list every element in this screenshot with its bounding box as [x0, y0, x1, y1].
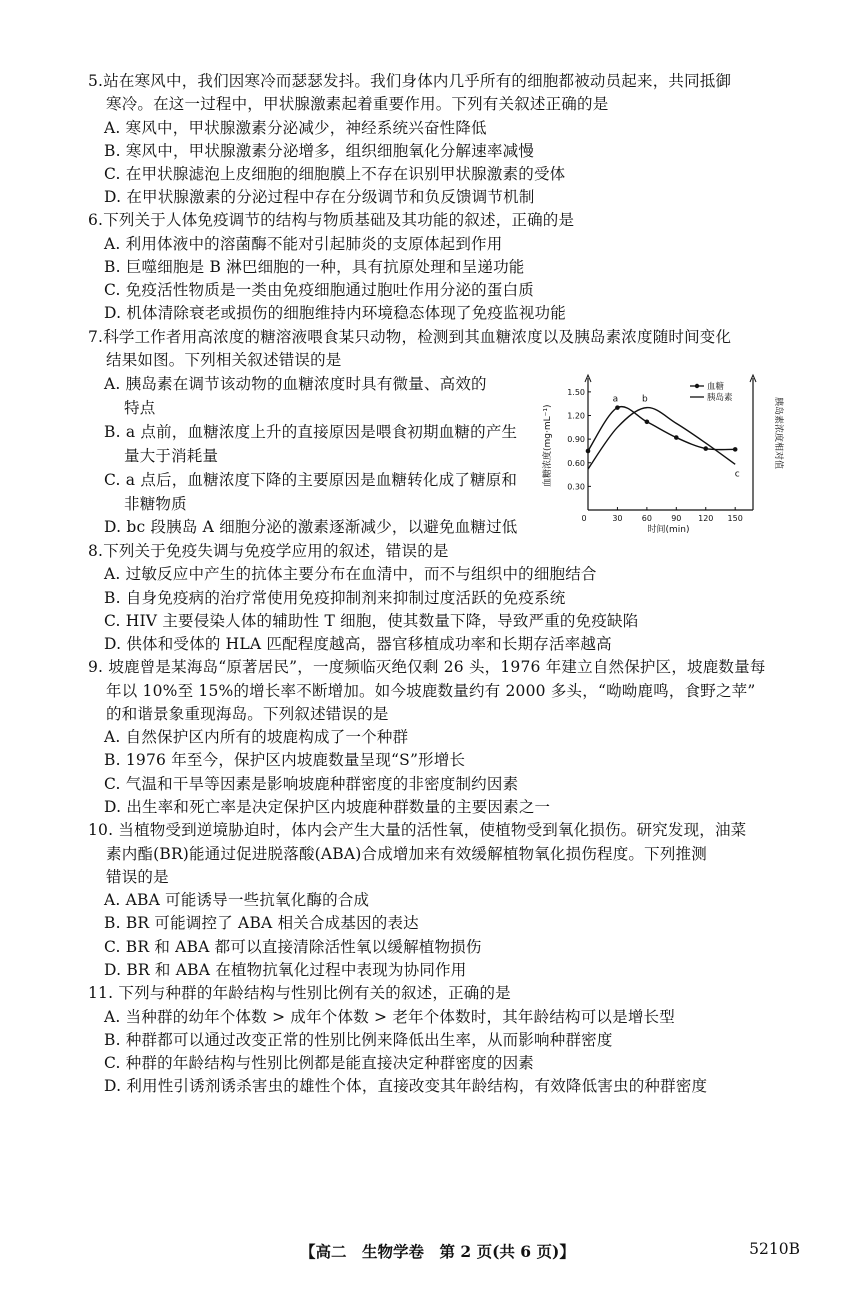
q9-stem-1: 9. 坡鹿曾是某海岛“原著居民”，一度频临灭绝仅剩 26 头，1976 年建立自然保护区，坡鹿数量每 — [88, 658, 766, 676]
exam-code: 5210B — [749, 1240, 800, 1258]
x-tick-label: 150 — [727, 514, 743, 523]
q11-option-d: D. 利用性引诱剂诱杀害虫的雄性个体，直接改变其年龄结构，有效降低害虫的种群密度 — [104, 1077, 708, 1095]
q11-stem: 11. 下列与种群的年龄结构与性别比例有关的叙述，正确的是 — [88, 984, 511, 1002]
q7-stem-2: 结果如图。下列相关叙述错误的是 — [106, 351, 342, 369]
q7-option-b: B. a 点前，血糖浓度上升的直接原因是喂食初期血糖的产生 — [104, 423, 518, 441]
x-tick-label: 30 — [612, 514, 623, 523]
q10-option-d: D. BR 和 ABA 在植物抗氧化过程中表现为协同作用 — [104, 961, 467, 979]
q5-option-a: A. 寒风中，甲状腺激素分泌减少，神经系统兴奋性降低 — [104, 119, 487, 137]
q8-stem: 8.下列关于免疫失调与免疫学应用的叙述，错误的是 — [88, 542, 449, 560]
y2-axis-label: 胰岛素浓度相对值 — [773, 397, 783, 470]
q7-option-a: A. 胰岛素在调节该动物的血糖浓度时具有微量、高效的 — [104, 375, 487, 393]
y-tick-label: 1.50 — [567, 387, 585, 397]
y-tick-label: 0.60 — [567, 458, 585, 468]
legend-label: 血糖 — [707, 382, 725, 392]
q11-option-a: A. 当种群的幼年个体数 > 成年个体数 > 老年个体数时，其年龄结构可以是增长型 — [104, 1008, 675, 1026]
q5-stem-1: 5.站在寒风中，我们因寒冷而瑟瑟发抖。我们身体内几乎所有的细胞都被动员起来，共同抵御 — [88, 72, 732, 90]
legend-label: 胰岛素 — [707, 393, 733, 403]
q9-option-d: D. 出生率和死亡率是决定保护区内坡鹿种群数量的主要因素之一 — [104, 798, 551, 816]
q6-stem: 6.下列关于人体免疫调节的结构与物质基础及其功能的叙述，正确的是 — [88, 211, 575, 229]
q5-option-b: B. 寒风中，甲状腺激素分泌增多，组织细胞氧化分解速率减慢 — [104, 142, 535, 160]
q7-option-c: C. a 点后，血糖浓度下降的主要原因是血糖转化成了糖原和 — [104, 471, 518, 489]
q9-stem-3: 的和谐景象重现海岛。下列叙述错误的是 — [106, 705, 389, 723]
series-line-insulin — [588, 408, 735, 469]
q8-option-c: C. HIV 主要侵染人体的辅助性 T 细胞，使其数量下降，导致严重的免疫缺陷 — [104, 612, 639, 630]
x-tick-label: 90 — [671, 514, 682, 523]
q5-option-d: D. 在甲状腺激素的分泌过程中存在分级调节和负反馈调节机制 — [104, 188, 535, 206]
glucose-point — [703, 446, 708, 451]
q8-option-d: D. 供体和受体的 HLA 匹配程度越高，器官移植成功率和长期存活率越高 — [104, 635, 612, 653]
y-axis-label: 血糖浓度(mg·mL⁻¹) — [543, 404, 553, 487]
q8-option-a: A. 过敏反应中产生的抗体主要分布在血清中，而不与组织中的细胞结合 — [104, 565, 597, 583]
glucose-point — [674, 435, 679, 440]
q10-stem-3: 错误的是 — [106, 868, 169, 886]
q8-option-b: B. 自身免疫病的治疗常使用免疫抑制剂来抑制过度活跃的免疫系统 — [104, 589, 566, 607]
q10-option-b: B. BR 可能调控了 ABA 相关合成基因的表达 — [104, 914, 419, 932]
q6-option-c: C. 免疫活性物质是一类由免疫细胞通过胞吐作用分泌的蛋白质 — [104, 281, 534, 299]
x-tick-label: 0 — [581, 514, 587, 523]
q11-option-b: B. 种群都可以通过改变正常的性别比例来降低出生率，从而影响种群密度 — [104, 1031, 613, 1049]
x-axis-label: 时间(min) — [647, 525, 690, 535]
q9-option-c: C. 气温和干旱等因素是影响坡鹿种群密度的非密度制约因素 — [104, 775, 519, 793]
y-tick-label: 1.20 — [567, 411, 585, 421]
glucose-point — [615, 405, 620, 410]
annotation-b: b — [642, 394, 648, 405]
q9-stem-2: 年以 10%至 15%的增长率不断增加。如今坡鹿数量约有 2000 多头，“呦呦鹿鸣，食野之苹” — [106, 682, 756, 700]
q7-stem-1: 7.科学工作者用高浓度的糖溶液喂食某只动物，检测到其血糖浓度以及胰岛素浓度随时间变化 — [88, 328, 732, 346]
q6-option-b: B. 巨噬细胞是 B 淋巴细胞的一种，具有抗原处理和呈递功能 — [104, 258, 525, 276]
q7-option-a-cont: 特点 — [124, 399, 156, 417]
q7-option-d: D. bc 段胰岛 A 细胞分泌的激素逐渐减少，以避免血糖过低 — [104, 518, 518, 536]
blood-glucose-insulin-chart — [540, 372, 785, 537]
q10-stem-2: 素内酯(BR)能通过促进脱落酸(ABA)合成增加来有效缓解植物氧化损伤程度。下列推测 — [106, 845, 707, 863]
q10-stem-1: 10. 当植物受到逆境胁迫时，体内会产生大量的活性氧，使植物受到氧化损伤。研究发现，油菜 — [88, 821, 747, 839]
q7-option-b-cont: 量大于消耗量 — [124, 447, 219, 465]
q6-option-d: D. 机体清除衰老或损伤的细胞维持内环境稳态体现了免疫监视功能 — [104, 304, 566, 322]
x-tick-label: 120 — [698, 514, 714, 523]
y-tick-label: 0.30 — [567, 482, 585, 492]
q9-option-b: B. 1976 年至今，保护区内坡鹿数量呈现“S”形增长 — [104, 751, 466, 769]
y-tick-label: 0.90 — [567, 435, 585, 445]
page-footer: 【高二 生物学卷 第 2 页(共 6 页)】 — [300, 1242, 575, 1261]
legend-marker — [695, 384, 699, 388]
q6-option-a: A. 利用体液中的溶菌酶不能对引起肺炎的支原体起到作用 — [104, 235, 503, 253]
q11-option-c: C. 种群的年龄结构与性别比例都是能直接决定种群密度的因素 — [104, 1054, 534, 1072]
glucose-point — [733, 447, 738, 452]
x-tick-label: 60 — [641, 514, 652, 523]
annotation-a: a — [612, 394, 619, 405]
q10-option-a: A. ABA 可能诱导一些抗氧化酶的合成 — [104, 891, 370, 909]
q10-option-c: C. BR 和 ABA 都可以直接清除活性氧以缓解植物损伤 — [104, 938, 482, 956]
q5-stem-2: 寒冷。在这一过程中，甲状腺激素起着重要作用。下列有关叙述正确的是 — [106, 95, 609, 113]
annotation-c: c — [734, 469, 740, 480]
q9-option-a: A. 自然保护区内所有的坡鹿构成了一个种群 — [104, 728, 409, 746]
q7-option-c-cont: 非糖物质 — [124, 495, 187, 513]
glucose-point — [586, 449, 591, 454]
q5-option-c: C. 在甲状腺滤泡上皮细胞的细胞膜上不存在识别甲状腺激素的受体 — [104, 165, 566, 183]
glucose-point — [645, 420, 650, 425]
